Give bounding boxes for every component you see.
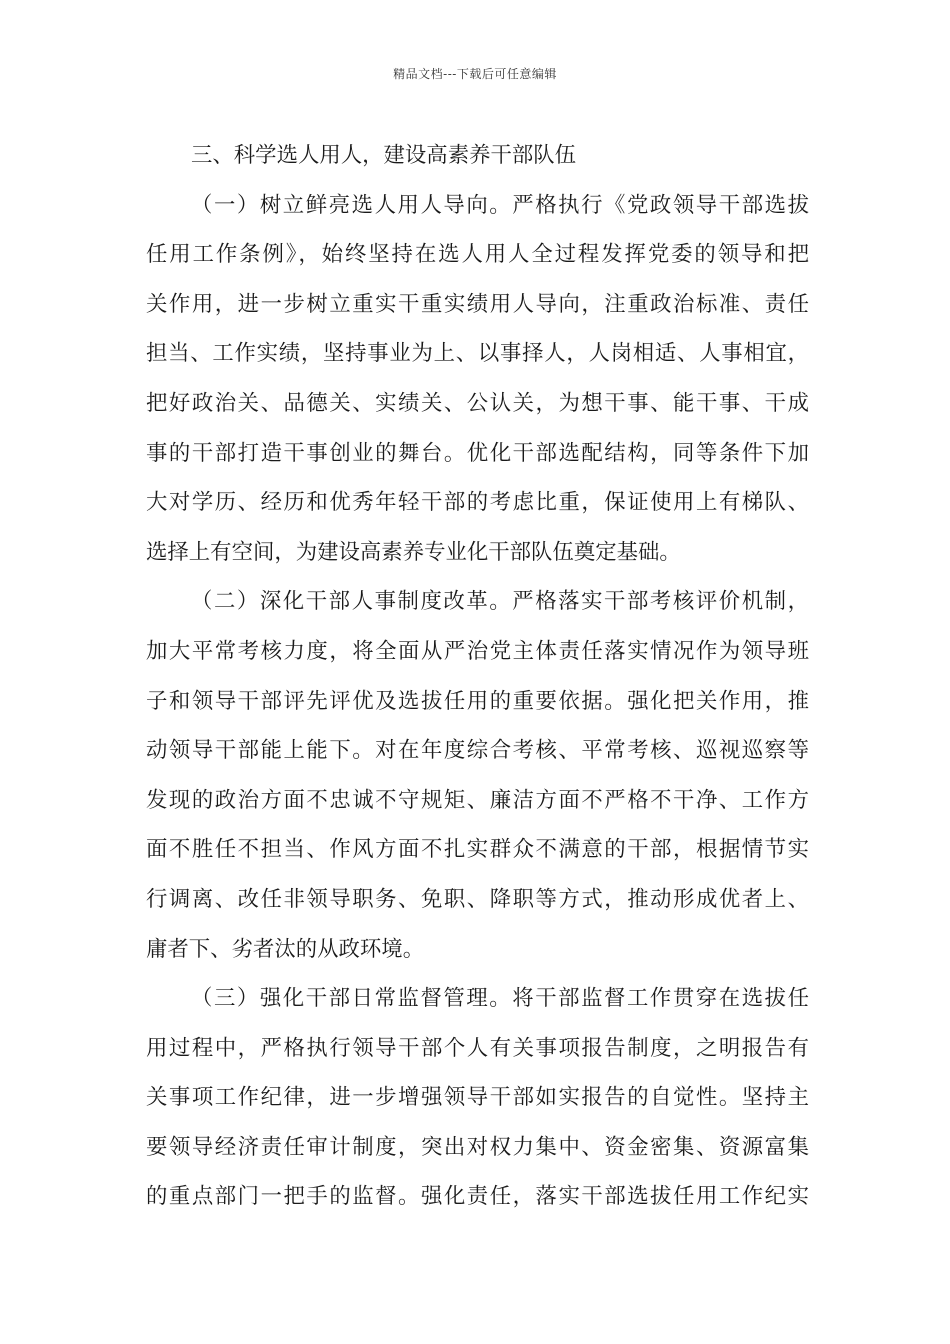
text-line: 发现的政治方面不忠诚不守规矩、廉洁方面不严格不干净、工作方: [146, 787, 809, 813]
text-line: 用过程中，严格执行领导干部个人有关事项报告制度，之明报告有: [146, 1035, 809, 1061]
text-line: 把好政治关、品德关、实绩关、公认关，为想干事、能干事、干成: [146, 390, 809, 416]
text-line: 选择上有空间，为建设高素养专业化干部队伍奠定基础。: [146, 539, 681, 565]
text-line: 担当、工作实绩，坚持事业为上、以事择人，人岗相适、人事相宜，: [146, 341, 809, 367]
text-line: （一）树立鲜亮选人用人导向。严格执行《党政领导干部选拔: [191, 192, 809, 218]
text-line: 要领导经济责任审计制度，突出对权力集中、资金密集、资源富集: [146, 1134, 809, 1160]
text-line: 子和领导干部评先评优及选拔任用的重要依据。强化把关作用，推: [146, 688, 809, 714]
text-line: 三、科学选人用人，建设高素养干部队伍: [191, 143, 577, 168]
text-line: （二）深化干部人事制度改革。严格落实干部考核评价机制，: [191, 589, 809, 615]
text-line: 任用工作条例》，始终坚持在选人用人全过程发挥党委的领导和把: [146, 242, 809, 268]
page-header: 精品文档---下载后可任意编辑: [393, 67, 557, 81]
document-body: [146, 131, 809, 1222]
text-line: （三）强化干部日常监督管理。将干部监督工作贯穿在选拔任: [191, 986, 809, 1012]
text-line: 行调离、改任非领导职务、免职、降职等方式，推动形成优者上、: [146, 886, 809, 912]
text-line: 大对学历、经历和优秀年轻干部的考虑比重，保证使用上有梯队、: [146, 490, 809, 516]
text-line: 关作用，进一步树立重实干重实绩用人导向，注重政治标准、责任: [146, 291, 809, 317]
text-line: 庸者下、劣者汰的从政环境。: [146, 936, 425, 962]
text-line: 事的干部打造干事创业的舞台。优化干部选配结构，同等条件下加: [146, 440, 809, 466]
text-line: 加大平常考核力度，将全面从严治党主体责任落实情况作为领导班: [146, 638, 809, 664]
text-line: 面不胜任不担当、作风方面不扎实群众不满意的干部，根据情节实: [146, 837, 809, 863]
text-line: 关事项工作纪律，进一步增强领导干部如实报告的自觉性。坚持主: [146, 1085, 809, 1111]
text-line: 动领导干部能上能下。对在年度综合考核、平常考核、巡视巡察等: [146, 738, 809, 764]
text-line: 的重点部门一把手的监督。强化责任，落实干部选拔任用工作纪实: [146, 1184, 809, 1210]
